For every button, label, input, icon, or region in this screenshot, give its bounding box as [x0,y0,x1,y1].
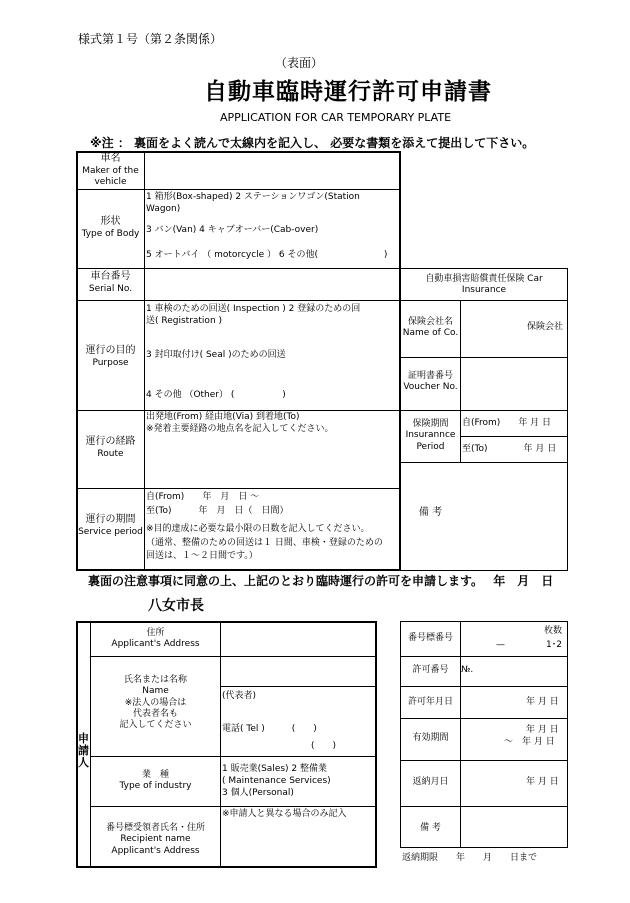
permit-number-label: 許可番号 [412,665,449,675]
recipient-note: ※申請人と異なる場合のみ記入 [222,809,347,819]
address-input[interactable] [222,623,374,655]
industry-option-2[interactable]: 3 個人(Personal) [222,788,294,798]
name-label: 氏名または名称 Name ※法人の場合は 代表者名も 記入してください [119,675,192,730]
period-from[interactable]: 自(From) 年 月 日 ～ [146,492,260,502]
body-option-1b: Wagon) [146,204,181,214]
body-option-2[interactable]: 3 バン(Van) 4 キャブオーバー(Cab-over) [146,225,319,235]
form-number: 様式第１号（第２条関係） [78,32,223,46]
page-subtitle: APPLICATION FOR CAR TEMPORARY PLATE [220,111,452,124]
return-date-label: 返納月日 [412,777,449,787]
valid-to: ～ 年 月 日 [504,737,555,747]
applicant-side-label: 申請人 [78,732,89,770]
return-deadline: 返納期限 年 月 日まで [402,853,538,863]
industry-label: 業 種 Type of industry [119,770,192,792]
permit-date-value: 年 月 日 [526,697,559,707]
name-input[interactable] [222,658,374,685]
declaration: 裏面の注意事項に同意の上、上記のとおり臨時運行の許可を申請します。 年 月 日 [88,574,554,588]
recipient-label: 番号標受領者氏名・住所 Recipient name Applicant's Address [105,823,205,856]
industry-option-1[interactable]: 1 販売業(Sales) 2 整備業 [222,764,328,774]
insurance-header: 自動車損害賠償責任保険 Car Insurance [425,274,543,296]
permit-number-prefix: №. [461,665,474,675]
notice: ※注 ： 裏面をよく読んで太線内を記入し、 必要な書類を添えて提出して下さい。 [90,136,535,150]
body-option-1[interactable]: 1 箱形(Box-shaped) 2 ステーションワゴン(Station [146,192,360,202]
mayor: 八女市長 [148,598,204,614]
insurance-to[interactable]: 至(To) 年 月 日 [462,444,557,454]
body-option-3[interactable]: 5 オートバイ （ motorcycle ） 6 その他( ) [146,250,388,260]
valid-from: 年 月 日 [526,725,559,735]
purpose-option-2[interactable]: 3 封印取付け( Seal )のための回送 [146,350,286,360]
office-remarks-label: 備 考 [420,823,441,833]
return-date-value: 年 月 日 [526,777,559,787]
plate-count[interactable]: 1･2 [546,640,562,650]
insurance-remarks-label: 備 考 [418,507,443,518]
purpose-label: 運行の目的 Purpose [85,345,136,368]
insurance-period-label: 保険期間 Insurannce Period [405,419,456,452]
page-title: 自動車臨時運行許可申請書 [204,79,492,105]
insurance-from[interactable]: 自(From) 年 月 日 [462,418,552,428]
voucher-label: 証明書番号 Voucher No. [403,371,458,393]
side-label: （表面） [275,56,324,70]
purpose-option-1b: 送( Registration ) [146,316,223,326]
plate-dash: — [496,640,505,650]
period-note-2: （通常、整備のための回送は１ 日間、車検・登録のための [146,538,383,548]
permit-date-label: 許可年月日 [407,697,453,707]
phone-field[interactable]: 電話( Tel ) ( ) [222,724,317,734]
route-line-1: 出発地(From) 経由地(Via) 到着地(To) [146,412,300,422]
maker-input[interactable] [146,153,398,187]
period-to[interactable]: 至(To) 年 月 日（ 日間） [146,506,289,516]
address-label: 住所 Applicant's Address [111,628,200,650]
representative-label: (代表者) [222,691,257,701]
serial-label: 車台番号 Serial No. [88,271,133,294]
purpose-option-1[interactable]: 1 車検のための回送( Inspection ) 2 登録のための回 [146,304,361,314]
phone-field-2[interactable]: ( ) [311,741,337,751]
body-type-label: 形状 Type of Body [81,216,140,239]
plate-number-label: 番号標番号 [407,633,453,643]
route-line-2: ※発着主要経路の地点名を記入してください。 [146,424,334,434]
purpose-option-3[interactable]: 4 その他 （Other） ( ) [146,390,286,400]
serial-input[interactable] [146,271,398,299]
insurance-company-label: 保険会社名 Name of Co. [402,317,459,339]
industry-option-1b: ( Maintenance Services) [222,776,331,786]
insurance-company-suffix: 保険会社 [527,322,564,332]
period-label: 運行の期間 Service period [78,514,143,537]
period-note-1: ※目的達成に必要な最小限の日数を記入してください。 [146,524,370,534]
valid-period-label: 有効期間 [412,733,449,743]
route-label: 運行の経路 Route [85,436,136,459]
plate-count-label: 枚数 [544,626,563,636]
maker-label: 車名 Maker of the vehicle [82,153,139,187]
period-note-3: 回送は、１～２日間です。） [146,551,258,561]
